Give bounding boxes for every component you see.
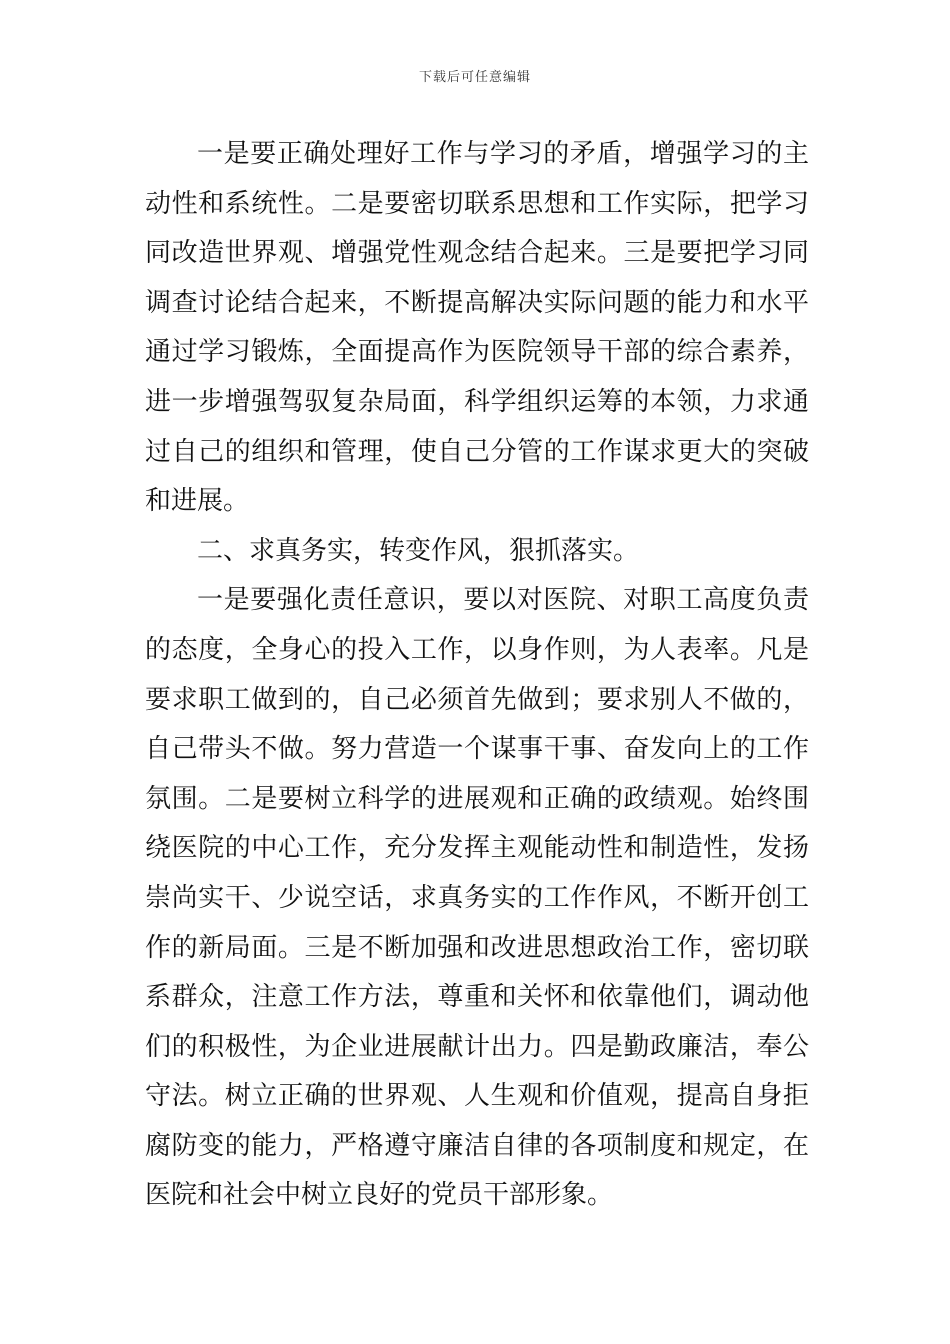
section-heading-2: 二、求真务实，转变作风，狠抓落实。: [197, 535, 640, 566]
paragraph-responsibility: 一是要强化责任意识，要以对医院、对职工高度负责的态度，全身心的投入工作，以身作则，为人表率。凡是要求职工做到的，自己必须首先做到；要求别人不做的，自己带头不做。努力营造一个谋事干事、奋发向上的工作氛围。二是要树立科学的进展观和正确的政绩观。始终围绕医院的中心工作，充分发挥主观能动性和制造性，发扬崇尚实干、少说空话，求真务实的工作作风，不断开创工作的新局面。三是不断加强和改进思想政治工作，密切联系群众，注意工作方法，尊重和关怀和依靠他们，调动他们的积极性，为企业进展献计出力。四是勤政廉洁，奉公守法。树立正确的世界观、人生观和价值观，提高自身拒腐防变的能力，严格遵守廉洁自律的各项制度和规定，在医院和社会中树立良好的党员干部形象。: [145, 585, 809, 1211]
document-body: [145, 130, 809, 1221]
page-header: 下载后可任意编辑: [418, 70, 531, 85]
paragraph-study: 一是要正确处理好工作与学习的矛盾，增强学习的主动性和系统性。二是要密切联系思想和工作实际，把学习同改造世界观、增强党性观念结合起来。三是要把学习同调查讨论结合起来，不断提高解决实际问题的能力和水平通过学习锻炼，全面提高作为医院领导干部的综合素养，进一步增强驾驭复杂局面，科学组织运筹的本领，力求通过自己的组织和管理，使自己分管的工作谋求更大的突破和进展。: [145, 139, 809, 517]
